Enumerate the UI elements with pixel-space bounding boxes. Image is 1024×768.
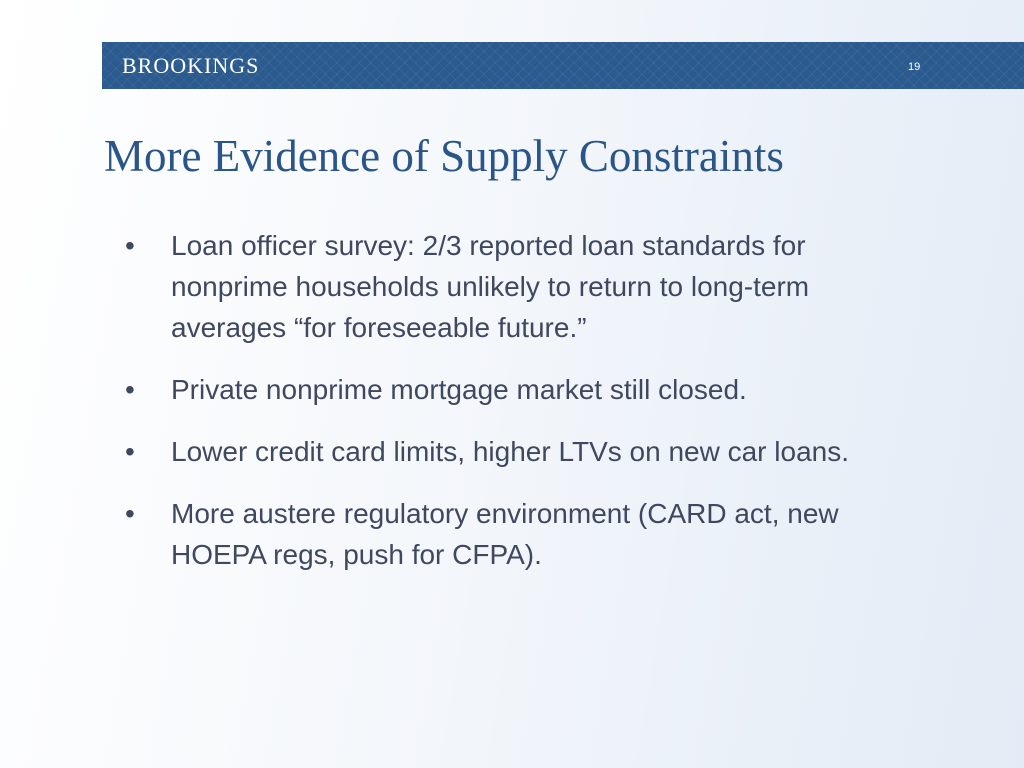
- slide-number: 19: [908, 61, 921, 73]
- bullet-marker: •: [125, 374, 135, 405]
- bullet-item-nonprime-market: [125, 369, 925, 410]
- bullet-marker: •: [125, 230, 135, 261]
- brookings-logo: BROOKINGS: [122, 53, 260, 78]
- header-band: [102, 42, 1024, 89]
- bullet-item-credit-card-limits: [125, 431, 925, 472]
- bullet-text: Lower credit card limits, higher LTVs on new car loans.: [171, 436, 849, 467]
- bullet-text: Loan officer survey: 2/3 reported loan standards for nonprime households unlikely to return to long-term averages “for foreseeable future.”: [171, 230, 810, 343]
- bullet-item-regulatory-environment: [125, 493, 925, 575]
- bullet-text: More austere regulatory environment (CARD act, new HOEPA regs, push for CFPA).: [171, 498, 839, 570]
- bullet-text: Private nonprime mortgage market still closed.: [171, 374, 747, 405]
- bullet-marker: •: [125, 498, 135, 529]
- bullet-item-loan-officer-survey: [125, 225, 925, 348]
- bullet-marker: •: [125, 436, 135, 467]
- bullet-list: [125, 225, 925, 596]
- slide-title: More Evidence of Supply Constraints: [104, 131, 784, 181]
